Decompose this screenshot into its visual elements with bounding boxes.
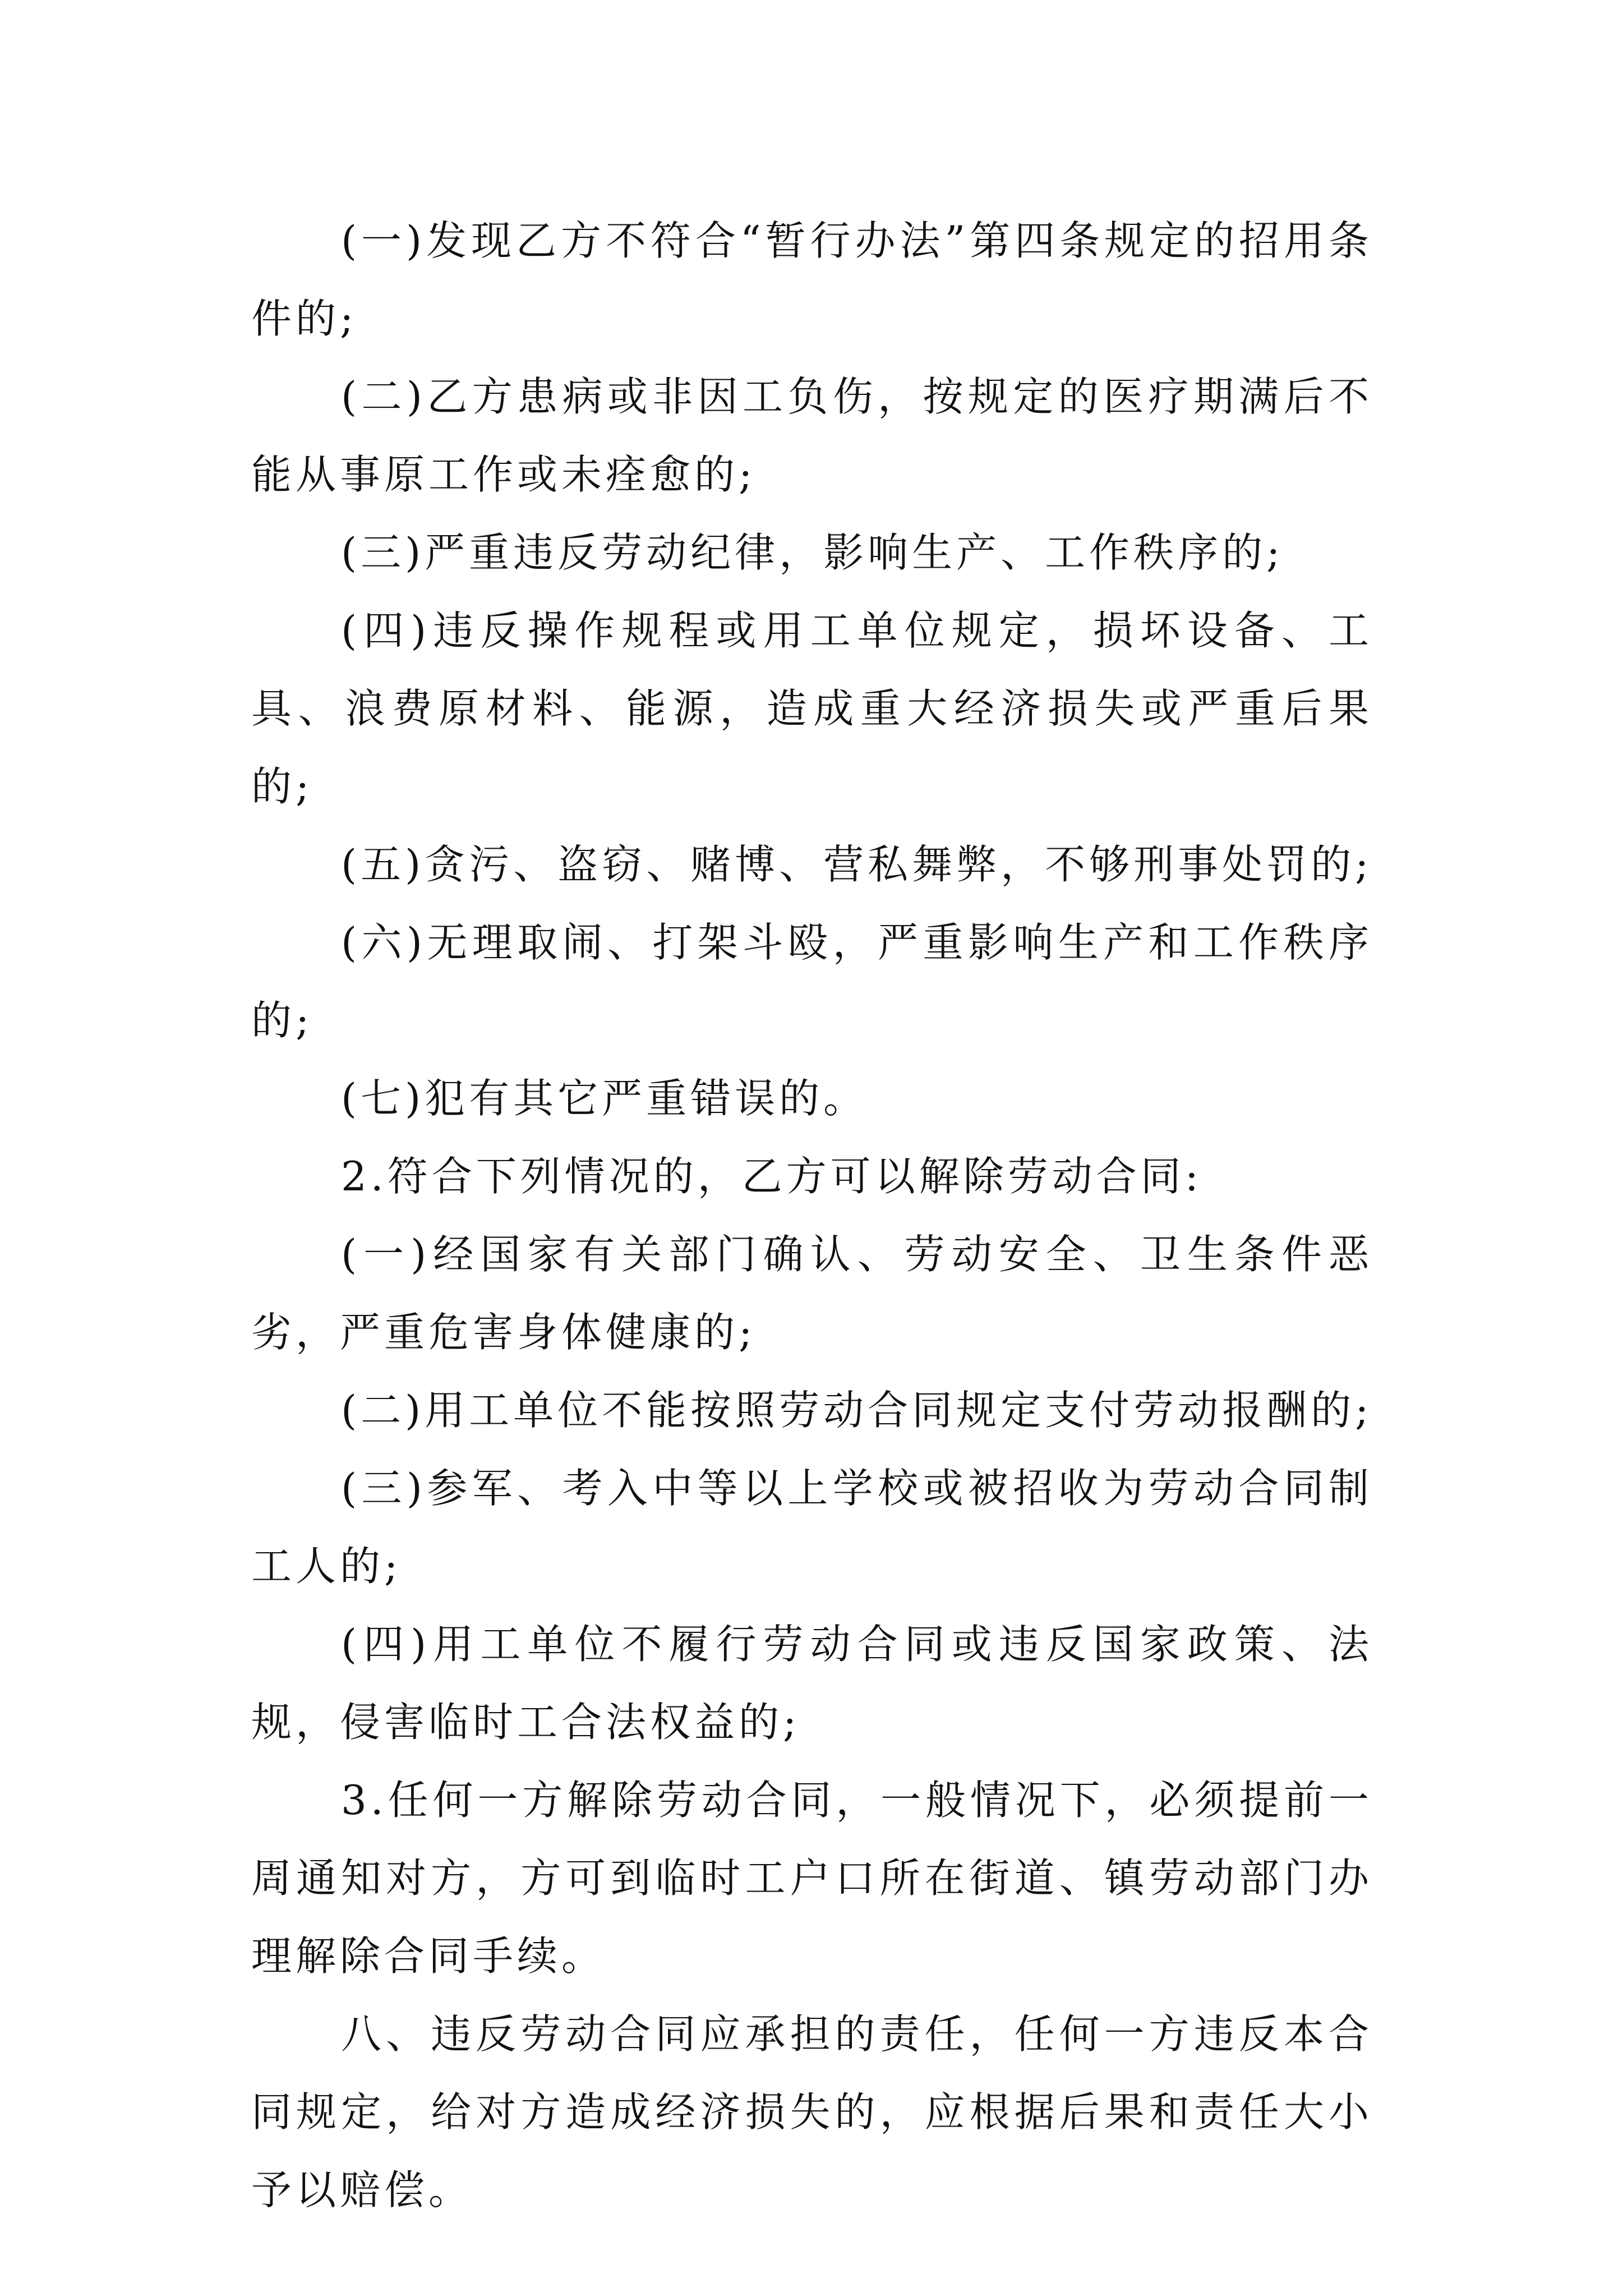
paragraph-item-1: (一)发现乙方不符合“暂行办法”第四条规定的招用条件的; — [251, 217, 1373, 342]
paragraph-item-6: (六)无理取闹、打架斗殴，严重影响生产和工作秩序的; — [251, 919, 1373, 1044]
paragraph-item-2-2: (二)用工单位不能按照劳动合同规定支付劳动报酬的; — [341, 1387, 1373, 1434]
paragraph-item-2-3: (三)参军、考入中等以上学校或被招收为劳动合同制工人的; — [251, 1465, 1373, 1590]
paragraph-item-7: (七)犯有其它严重错误的。 — [341, 1075, 868, 1122]
paragraph-item-4: (四)违反操作规程或用工单位规定，损坏设备、工具、浪费原材料、能源，造成重大经济损失或严重后果的; — [251, 607, 1373, 810]
paragraph-item-5: (五)贪污、盗窃、赌博、营私舞弊，不够刑事处罚的; — [341, 841, 1373, 888]
paragraph-section-8: 八、违反劳动合同应承担的责任，任何一方违反本合同规定，给对方造成经济损失的，应根据后果和责任大小予以赔偿。 — [251, 2010, 1373, 2214]
paragraph-item-2-4: (四)用工单位不履行劳动合同或违反国家政策、法规，侵害临时工合法权益的; — [251, 1621, 1373, 1746]
document-body — [251, 202, 1373, 2229]
paragraph-clause-2: 2.符合下列情况的，乙方可以解除劳动合同: — [341, 1153, 1202, 1200]
paragraph-item-2: (二)乙方患病或非因工负伤，按规定的医疗期满后不能从事原工作或未痊愈的; — [251, 373, 1373, 498]
paragraph-item-2-1: (一)经国家有关部门确认、劳动安全、卫生条件恶劣，严重危害身体健康的; — [251, 1231, 1373, 1356]
paragraph-clause-3: 3.任何一方解除劳动合同，一般情况下，必须提前一周通知对方，方可到临时工户口所在街道、镇劳动部门办理解除合同手续。 — [251, 1777, 1373, 1980]
paragraph-item-3: (三)严重违反劳动纪律，影响生产、工作秩序的; — [341, 529, 1284, 576]
